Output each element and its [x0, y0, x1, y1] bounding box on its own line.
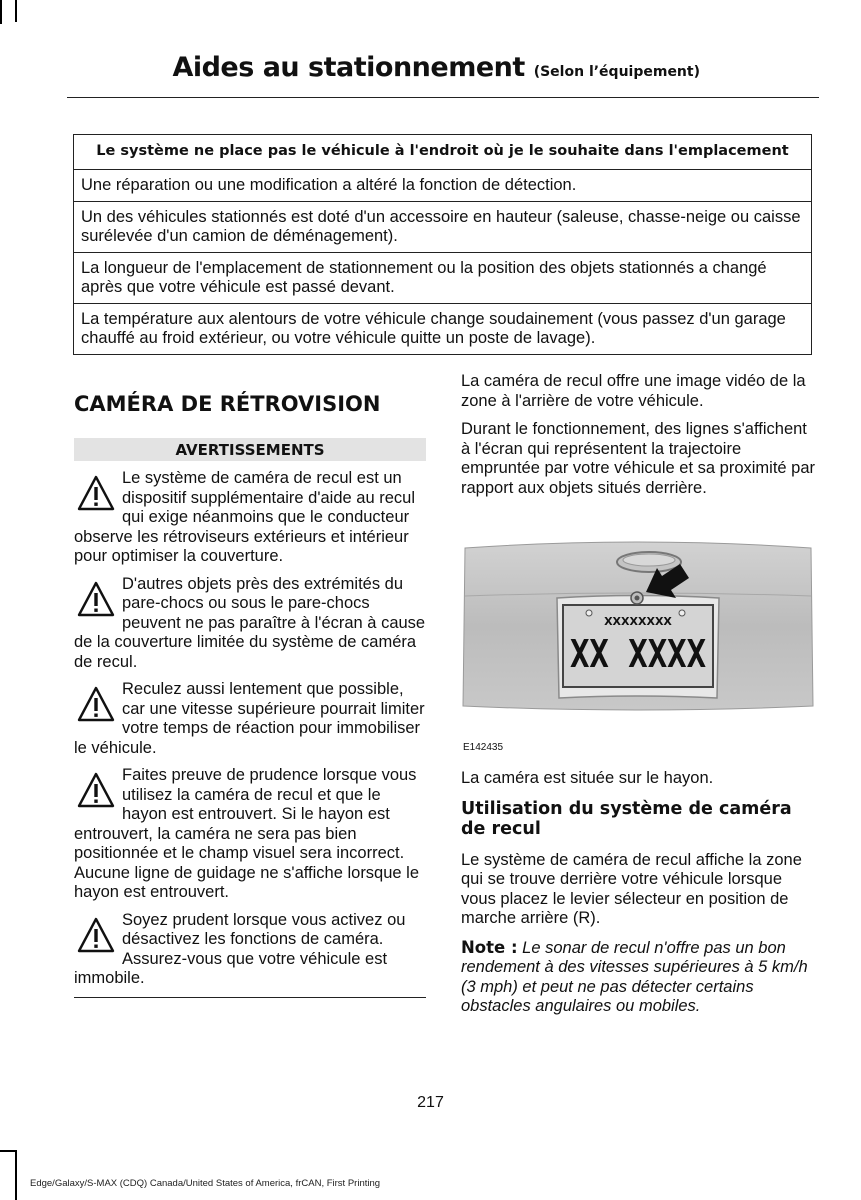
table-cell: La température aux alentours de votre véhicule change soudainement (vous passez d'un garage chauffé au froid extérieur, ou votre véhicule quitte un poste de lavage).: [74, 304, 812, 355]
warning-item: [74, 469, 426, 567]
tailgate-illustration: [461, 538, 815, 738]
warning-triangle-icon: [76, 770, 116, 818]
warning-item: [74, 575, 426, 673]
warnings-heading: AVERTISSEMENTS: [74, 438, 426, 461]
warning-text: D'autres objets près des extrémités du pare-chocs ou sous le pare-chocs peuvent ne pas paraître à l'écran à cause de la couverture limitée du système de caméra de recul.: [74, 574, 426, 671]
warning-triangle-icon: [76, 579, 116, 627]
footer-text: Edge/Galaxy/S-MAX (CDQ) Canada/United States of America, frCAN, First Printing: [30, 1178, 381, 1189]
table-row: [74, 304, 812, 355]
table-cell: La longueur de l'emplacement de stationnement ou la position des objets stationnés a changé après que votre véhicule est passé devant.: [74, 253, 812, 304]
table-header-row: [74, 135, 812, 170]
warning-text: Soyez prudent lorsque vous activez ou désactivez les fonctions de caméra. Assurez-vous que votre véhicule est immobile.: [74, 910, 406, 987]
plate-top-text: XXXXXXXX: [604, 615, 672, 628]
page-title-subtitle: (Selon l’équipement): [533, 64, 700, 80]
paragraph: Durant le fonctionnement, des lignes s'affichent à l'écran qui représentent la trajectoire empruntée par votre véhicule et sa proximité par rapport aux objets situés derrière.: [461, 420, 816, 497]
crop-mark: [15, 1150, 17, 1200]
note-label: Note :: [461, 937, 518, 957]
warning-triangle-icon: [76, 684, 116, 732]
warning-text: Reculez aussi lentement que possible, car une vitesse supérieure pourrait limiter votre temps de réaction pour immobiliser le véhicule.: [74, 680, 425, 757]
troubleshooting-table: [73, 134, 812, 355]
note-text: Le sonar de recul n'offre pas un bon rendement à des vitesses supérieures à 5 km/h (3 mph) et peut ne pas détecter certains obstacles angulaires ou mobiles.: [461, 938, 808, 1015]
camera-location-figure: [461, 538, 815, 738]
warning-item: [74, 911, 426, 989]
table-header: Le système ne place pas le véhicule à l'endroit où je le souhaite dans l'emplacement: [74, 135, 812, 170]
crop-mark: [0, 0, 2, 24]
page-number: 217: [417, 1094, 444, 1111]
plate-main-text: XX XXXX: [570, 632, 707, 676]
warning-item: [74, 680, 426, 758]
crop-mark: [15, 0, 17, 22]
figure-code: E142435: [463, 742, 504, 753]
warning-triangle-icon: [76, 915, 116, 963]
table-row: [74, 170, 812, 202]
subsection-title: Utilisation du système de caméra de recul: [461, 798, 792, 839]
figure-caption: La caméra est située sur le hayon.: [461, 769, 714, 787]
warning-triangle-icon: [76, 473, 116, 521]
paragraph: La caméra de recul offre une image vidéo de la zone à l'arrière de votre véhicule.: [461, 372, 806, 410]
warnings-end-rule: [74, 997, 426, 998]
header-rule: [67, 97, 819, 98]
table-cell: Une réparation ou une modification a altéré la fonction de détection.: [74, 170, 812, 202]
note: [461, 938, 816, 1017]
section-title: CAMÉRA DE RÉTROVISION: [74, 392, 381, 416]
warning-item: [74, 766, 426, 903]
right-column: [461, 372, 816, 1017]
left-column: [74, 392, 426, 998]
table-row: [74, 253, 812, 304]
warning-text: Le système de caméra de recul est un dispositif supplémentaire d'aide au recul qui exige néanmoins que le conducteur observe les rétroviseurs extérieurs et intérieur pour optimiser la couverture.: [74, 469, 415, 565]
page-title: [0, 52, 700, 83]
paragraph: Le système de caméra de recul affiche la zone qui se trouve derrière votre véhicule lorsque vous placez le levier sélecteur en position de marche arrière (R).: [461, 850, 802, 927]
warning-text: Faites preuve de prudence lorsque vous utilisez la caméra de recul et que le hayon est entrouvert. Si le hayon est entrouvert, la caméra ne sera pas bien positionnée et le champ visuel sera incorrect. Aucune ligne de guidage ne s'affiche lorsque le hayon est entrouvert.: [74, 766, 420, 901]
table-row: [74, 202, 812, 253]
page-title-main: Aides au stationnement: [172, 52, 525, 83]
crop-mark: [0, 1150, 17, 1152]
table-cell: Un des véhicules stationnés est doté d'un accessoire en hauteur (saleuse, chasse-neige ou caisse surélevée d'un camion de déménagement).: [74, 202, 812, 253]
